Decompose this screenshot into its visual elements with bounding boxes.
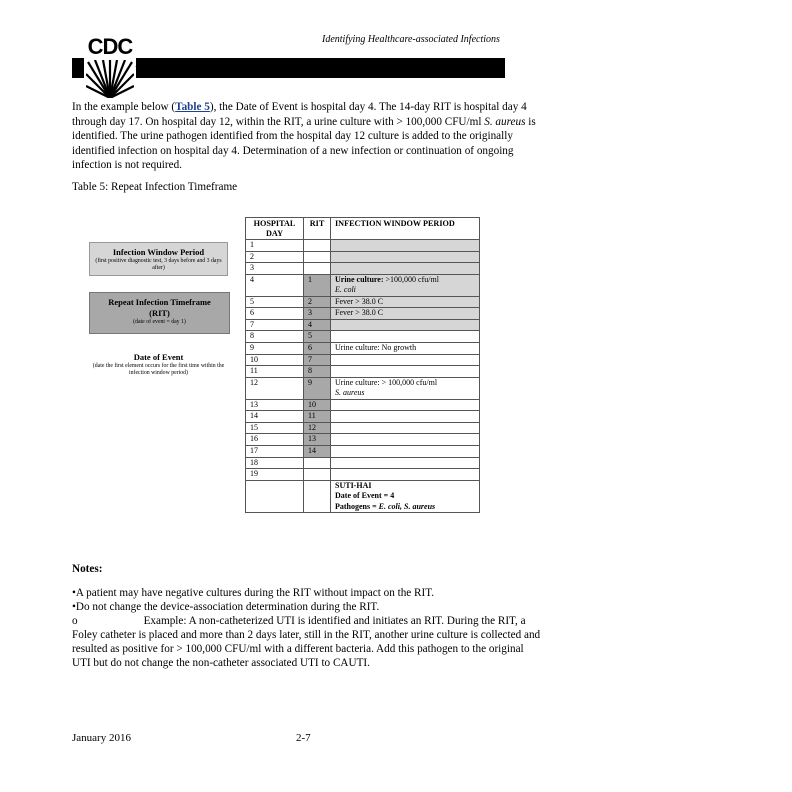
rit-cell [304, 469, 331, 481]
rit-cell: 11 [304, 411, 331, 423]
window-cell: Fever > 38.0 C [331, 308, 480, 320]
day4-event-value: >100,000 cfu/ml [383, 274, 439, 284]
table-row [246, 457, 480, 469]
cdc-logo-rays-icon [86, 60, 134, 98]
note-bullet-2-text: Do not change the device-association determination during the RIT. [75, 601, 380, 613]
day-cell: 18 [246, 457, 304, 469]
day-cell: 10 [246, 354, 304, 366]
day-cell: 15 [246, 422, 304, 434]
table-row [246, 399, 480, 411]
window-cell [331, 377, 480, 399]
day12-organism: S. aureus [335, 388, 365, 398]
table-row [246, 342, 480, 354]
sub-bullet-marker: o [72, 615, 78, 627]
rit-cell: 12 [304, 422, 331, 434]
table-5-link[interactable]: Table 5 [175, 101, 210, 113]
window-cell [331, 331, 480, 343]
table-row [246, 274, 480, 296]
table-row [246, 377, 480, 399]
bullet-icon: • [72, 601, 76, 613]
table-row [246, 469, 480, 481]
intro-text-end: is identified. The urine pathogen identified from the hospital day 12 culture is added to the originally identified infection on hospital day 4. Determination of a new infection or continuation of ongoing infection is not required. [72, 115, 536, 172]
rit-cell: 1 [304, 274, 331, 296]
table-row [246, 308, 480, 320]
legend-iwp-title: Infection Window Period [112, 247, 205, 257]
table-header-row [246, 218, 480, 240]
legend-doe-title: Date of Event [133, 352, 184, 362]
table-caption: Table 5: Repeat Infection Timeframe [72, 181, 238, 193]
table-row [246, 434, 480, 446]
trademark-mark: TM [135, 66, 143, 72]
window-cell [331, 411, 480, 423]
day-cell: 5 [246, 296, 304, 308]
repeat-infection-timeframe-table [245, 217, 480, 513]
summary-line-2: Date of Event = 4 [335, 491, 395, 501]
window-cell [331, 399, 480, 411]
day12-event-text: Urine culture: > 100,000 cfu/ml [335, 377, 438, 387]
summary-line-3-label: Pathogens = [335, 501, 379, 511]
legend-iwp-subtitle: (first positive diagnostic test, 3 days before and 3 days after) [95, 258, 222, 271]
day-cell: 1 [246, 240, 304, 252]
table-row [246, 354, 480, 366]
rit-cell: 2 [304, 296, 331, 308]
summary-day-cell [246, 480, 304, 512]
cdc-logo [84, 30, 136, 98]
day-cell: 12 [246, 377, 304, 399]
rit-cell: 4 [304, 319, 331, 331]
rit-cell: 5 [304, 331, 331, 343]
day-cell: 6 [246, 308, 304, 320]
rit-cell: 14 [304, 445, 331, 457]
window-cell [331, 469, 480, 481]
day-cell: 14 [246, 411, 304, 423]
summary-rit-cell [304, 480, 331, 512]
table-row [246, 240, 480, 252]
table-row [246, 296, 480, 308]
legend-rit-title: Repeat Infection Timeframe [108, 297, 211, 307]
rit-cell: 10 [304, 399, 331, 411]
legend-repeat-infection-timeframe [89, 292, 230, 334]
intro-organism: S. aureus [484, 115, 526, 128]
summary-cell [331, 480, 480, 512]
window-cell [331, 457, 480, 469]
header-title: Identifying Healthcare-associated Infections [322, 34, 500, 45]
day-cell: 11 [246, 366, 304, 378]
day-cell: 16 [246, 434, 304, 446]
day-cell: 17 [246, 445, 304, 457]
summary-line-3-value: E. coli, S. aureus [378, 501, 436, 511]
table-row [246, 422, 480, 434]
intro-text-start: In the example below ( [72, 101, 176, 113]
cdc-logo-text: CDC [87, 34, 133, 59]
legend-date-of-event [89, 348, 228, 380]
legend-infection-window-period [89, 242, 228, 276]
day-cell: 13 [246, 399, 304, 411]
note-bullet-2 [72, 600, 542, 614]
day-cell: 7 [246, 319, 304, 331]
footer-date: January 2016 [72, 732, 131, 744]
header-infection-window-period: INFECTION WINDOW PERIOD [331, 218, 480, 240]
note-bullet-1-text: A patient may have negative cultures during the RIT without impact on the RIT. [75, 587, 435, 599]
window-cell [331, 434, 480, 446]
window-cell [331, 445, 480, 457]
footer-page-number: 2-7 [296, 732, 311, 744]
intro-text-middle: ), the Date of Event is hospital day 4. The 14-day RIT is hospital day 4 through day 17. On hospital day 12, within the RIT, a urine culture with > 100,000 CFU/ml [72, 101, 527, 128]
note-bullet-1 [72, 586, 542, 600]
intro-paragraph [72, 100, 542, 173]
day4-event-label: Urine culture: [335, 274, 384, 284]
window-cell [331, 274, 480, 296]
window-cell [331, 422, 480, 434]
table-row [246, 411, 480, 423]
note-example-text: Example: A non-catheterized UTI is identified and initiates an RIT. During the RIT, a Foley catheter is placed and more than 2 days later, still in the RIT, another urine culture is collected and resulted as positive for > 100,000 CFU/ml with a different bacteria. Add this pathogen to the original UTI but do not change the non-catheter associated UTI to CAUTI. [72, 615, 541, 669]
legend-doe-subtitle: (date the first element occurs for the first time within the infection window period) [92, 363, 225, 376]
day-cell: 3 [246, 263, 304, 275]
table-row [246, 331, 480, 343]
window-cell [331, 240, 480, 252]
window-cell [331, 263, 480, 275]
legend-rit-abbr: (RIT) [149, 308, 170, 318]
day-cell: 19 [246, 469, 304, 481]
table-row [246, 366, 480, 378]
table-row [246, 445, 480, 457]
note-example [72, 614, 542, 670]
rit-cell: 7 [304, 354, 331, 366]
legend-rit-subtitle: (date of event = day 1) [133, 319, 186, 325]
rit-cell [304, 457, 331, 469]
window-cell [331, 319, 480, 331]
window-cell [331, 366, 480, 378]
table-row [246, 319, 480, 331]
rit-cell [304, 251, 331, 263]
summary-row [246, 480, 480, 512]
bullet-icon: • [72, 587, 76, 599]
header-rit: RIT [304, 218, 331, 240]
day-cell: 2 [246, 251, 304, 263]
window-cell: Fever > 38.0 C [331, 296, 480, 308]
rit-cell: 3 [304, 308, 331, 320]
summary-line-1: SUTI-HAI [335, 480, 372, 490]
window-cell [331, 251, 480, 263]
rit-cell: 8 [304, 366, 331, 378]
day4-organism: E. coli [335, 285, 356, 295]
window-cell [331, 354, 480, 366]
day-cell: 8 [246, 331, 304, 343]
table-row [246, 251, 480, 263]
day-cell: 4 [246, 274, 304, 296]
notes-title: Notes: [72, 563, 103, 575]
table-row [246, 263, 480, 275]
rit-cell: 13 [304, 434, 331, 446]
rit-cell: 6 [304, 342, 331, 354]
header-hospital-day: HOSPITAL DAY [246, 218, 304, 240]
rit-cell [304, 240, 331, 252]
day-cell: 9 [246, 342, 304, 354]
rit-cell: 9 [304, 377, 331, 399]
rit-cell [304, 263, 331, 275]
window-cell: Urine culture: No growth [331, 342, 480, 354]
